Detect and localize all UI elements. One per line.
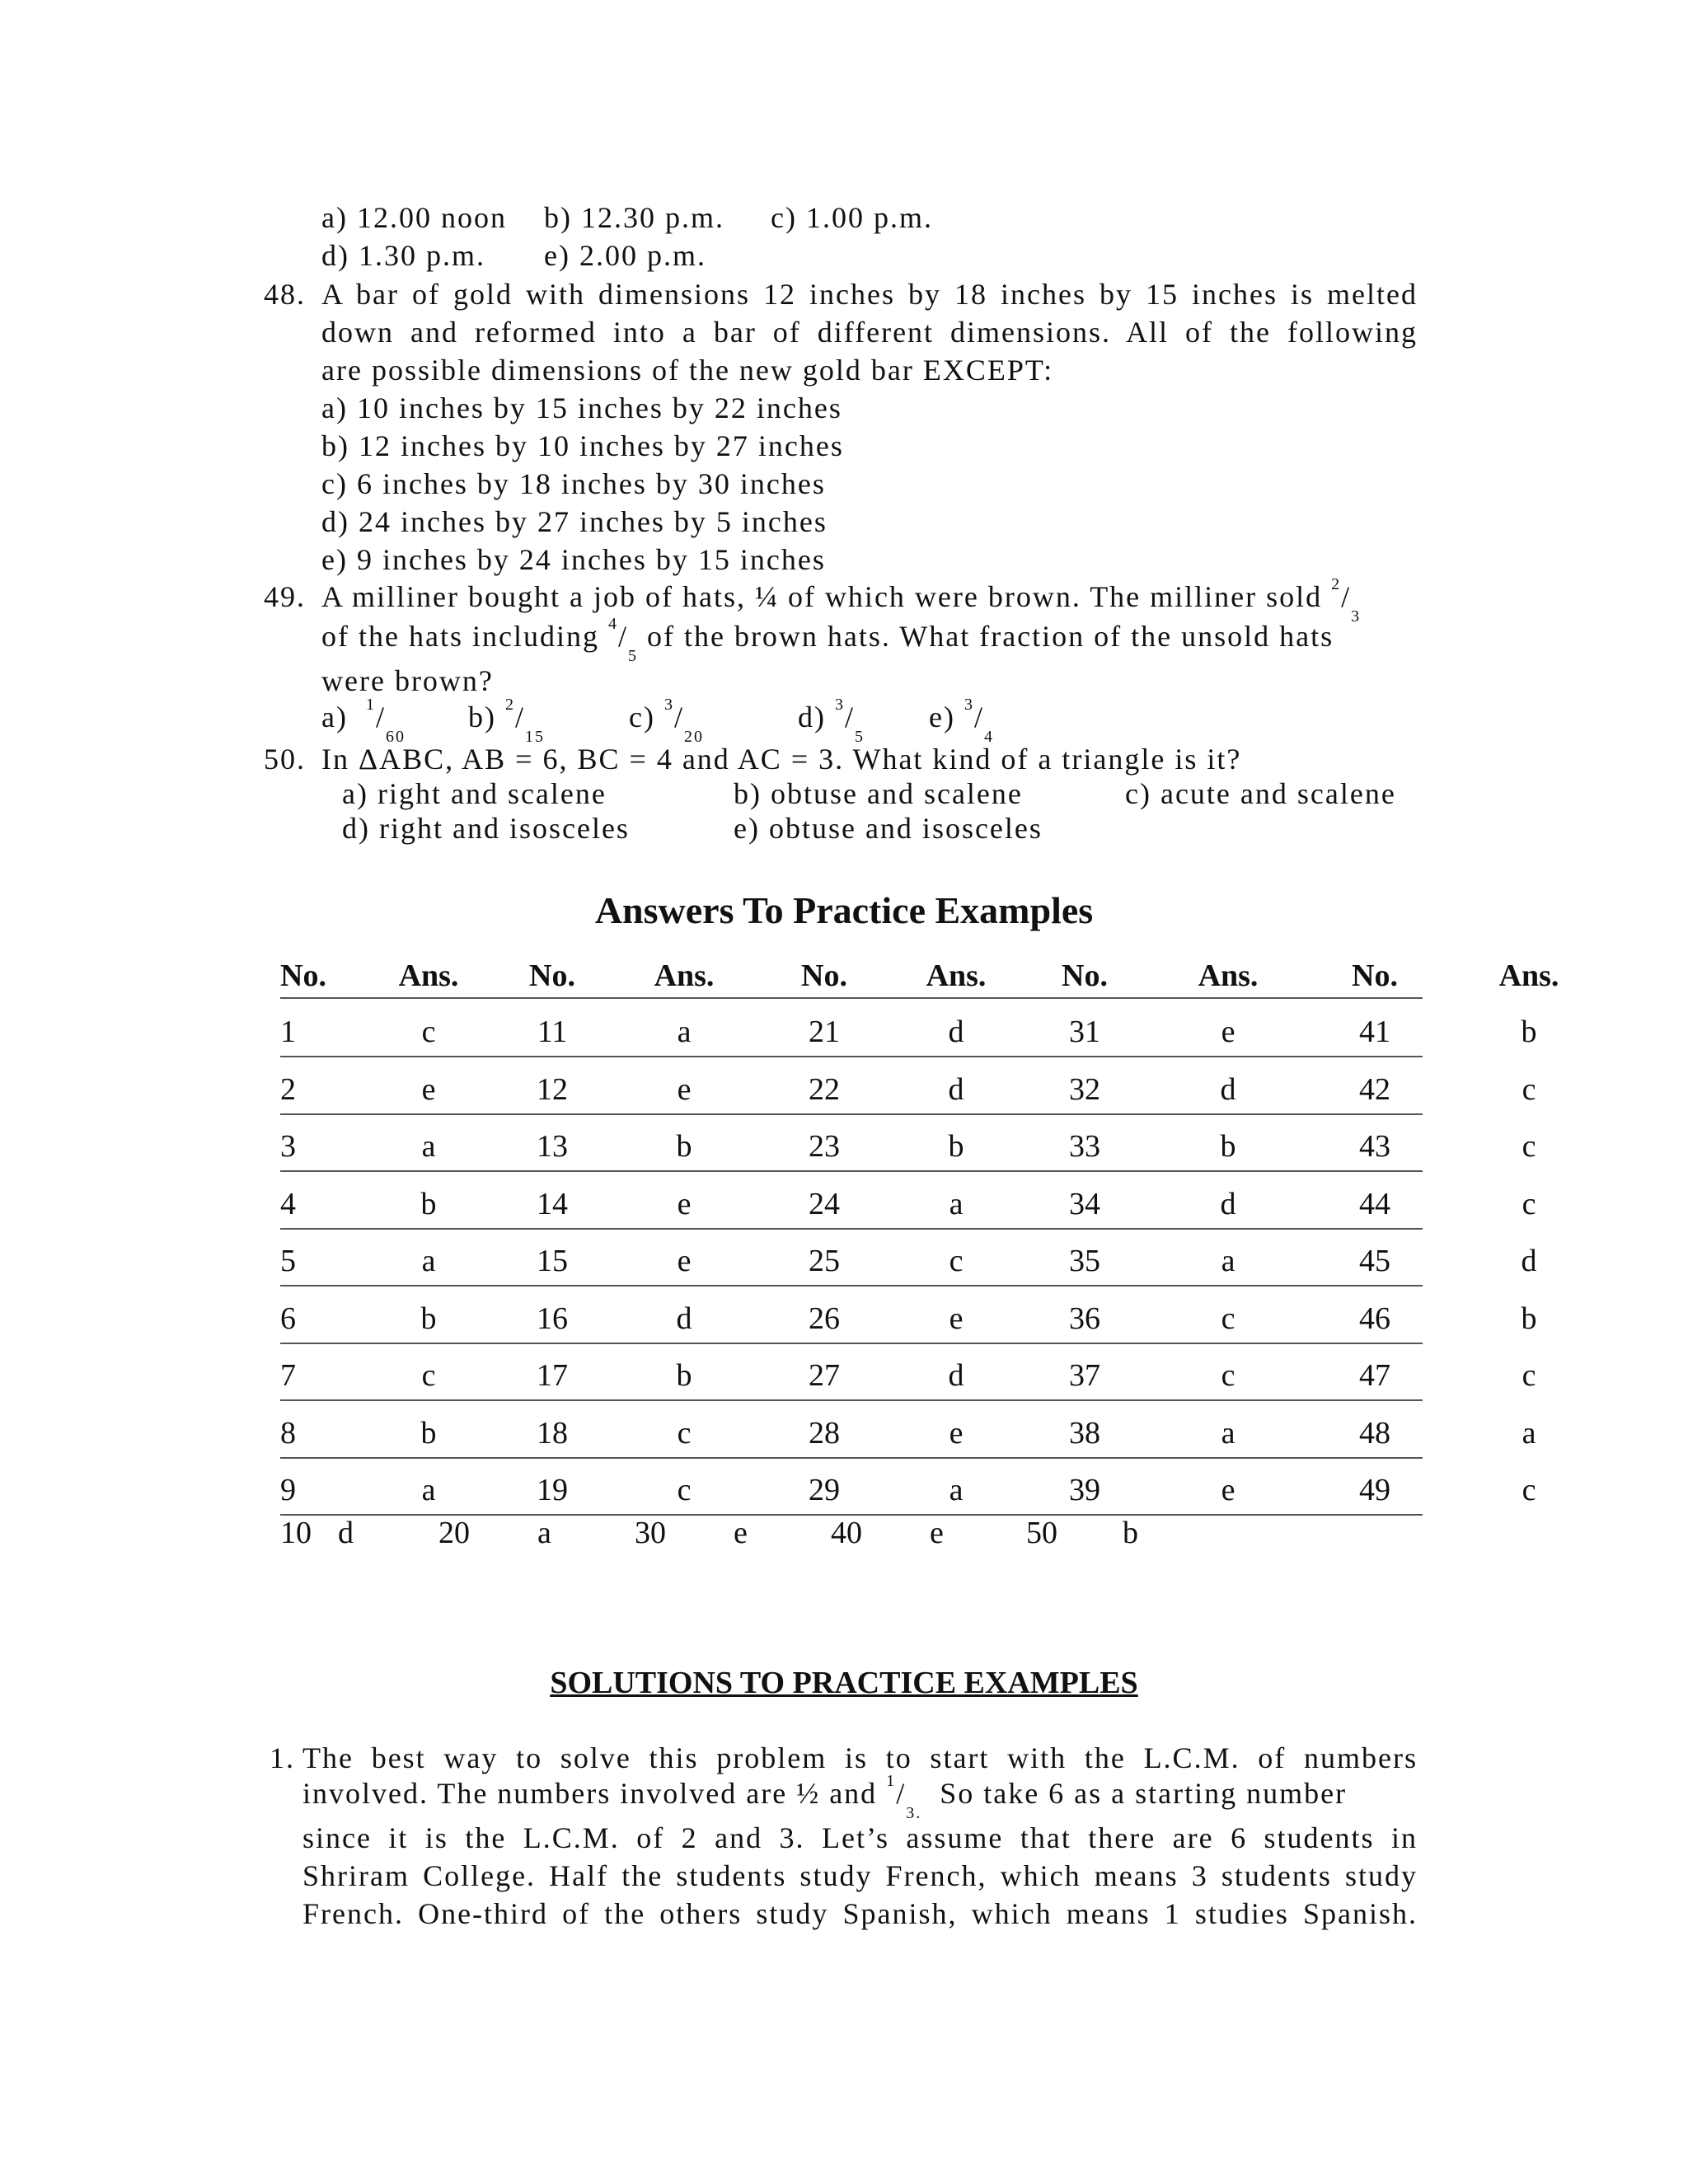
table-cell-no: 13: [537, 1129, 568, 1164]
table-cell-ans: a: [1221, 1244, 1236, 1278]
table-cell-ans: d: [1220, 1071, 1236, 1107]
table-cell-ans: e: [949, 1415, 964, 1451]
last-row-no: 10: [280, 1516, 312, 1550]
q48-option-a: a) 10 inches by 15 inches by 22 inches: [321, 391, 842, 424]
table-row-divider: [280, 1399, 1423, 1401]
table-cell-ans: c: [1522, 1358, 1536, 1393]
table-cell-no: 34: [1069, 1186, 1100, 1221]
q48-option-b: b) 12 inches by 10 inches by 27 inches: [321, 429, 844, 462]
table-row-divider: [280, 1170, 1423, 1172]
q49-line2-text-a: of the hats including: [321, 620, 599, 653]
table-cell-no: 2: [280, 1071, 296, 1107]
table-cell-ans: c: [1522, 1473, 1536, 1507]
table-cell-no: 15: [537, 1244, 568, 1278]
table-cell-no: 21: [809, 1015, 840, 1049]
table-cell-ans: a: [421, 1244, 436, 1278]
table-cell-no: 9: [280, 1473, 296, 1507]
fraction: $^4/_5$: [607, 615, 638, 666]
solution-text-line: since it is the L.C.M. of 2 and 3. Let’s assume that there are 6 students in: [302, 1821, 1418, 1854]
question-text-line: [321, 575, 1362, 626]
table-cell-no: 16: [537, 1301, 568, 1336]
last-row-ans: a: [537, 1516, 551, 1550]
header-ans: Ans.: [1498, 958, 1559, 993]
table-cell-no: 29: [809, 1473, 840, 1507]
q49-option-a: a) $^1/_{60}$: [321, 696, 406, 747]
question-text-line: A bar of gold with dimensions 12 inches by 18 inches by 15 inches is melted: [321, 278, 1418, 311]
table-cell-ans: e: [1221, 1473, 1236, 1507]
table-cell-no: 37: [1069, 1358, 1100, 1393]
table-cell-no: 5: [280, 1244, 296, 1278]
table-cell-no: 49: [1359, 1473, 1390, 1507]
question-number: 48.: [264, 278, 306, 311]
table-cell-ans: d: [948, 1071, 964, 1107]
table-cell-no: 3: [280, 1129, 296, 1164]
table-cell-no: 43: [1359, 1129, 1390, 1164]
table-cell-no: 8: [280, 1415, 296, 1451]
table-cell-ans: c: [1221, 1301, 1236, 1336]
question-number: 50.: [264, 743, 306, 776]
table-cell-no: 27: [809, 1358, 840, 1393]
question-text-line: were brown?: [321, 664, 494, 697]
table-cell-no: 41: [1359, 1015, 1390, 1049]
fraction-numerator: 1: [886, 1772, 897, 1790]
header-ans: Ans.: [654, 958, 715, 993]
table-cell-ans: c: [677, 1415, 692, 1451]
table-row-divider: [280, 1228, 1423, 1230]
table-cell-ans: d: [1220, 1186, 1236, 1221]
q47-option-a: a) 12.00 noon: [321, 201, 507, 234]
table-cell-ans: e: [677, 1071, 692, 1107]
table-cell-no: 22: [809, 1071, 840, 1107]
table-cell-no: 7: [280, 1358, 296, 1393]
q50-option-c: c) acute and scalene: [1125, 777, 1396, 810]
fraction-denominator: 5: [627, 647, 638, 666]
table-cell-no: 14: [537, 1186, 568, 1221]
table-cell-ans: a: [949, 1473, 964, 1507]
table-cell-no: 47: [1359, 1358, 1390, 1393]
table-cell-ans: a: [421, 1473, 436, 1507]
q50-option-d: d) right and isosceles: [342, 812, 630, 845]
header-no: No.: [1352, 958, 1398, 993]
table-cell-ans: e: [1221, 1015, 1236, 1049]
q48-option-c: c) 6 inches by 18 inches by 30 inches: [321, 467, 826, 500]
table-cell-no: 1: [280, 1015, 296, 1049]
table-cell-no: 28: [809, 1415, 840, 1451]
solution-text-line: French. One-third of the others study Spanish, which means 1 studies Spanish.: [302, 1897, 1418, 1930]
table-cell-no: 25: [809, 1244, 840, 1278]
table-cell-ans: d: [676, 1301, 692, 1336]
table-cell-ans: e: [949, 1301, 964, 1336]
table-row-divider: [280, 1056, 1423, 1057]
solution-text-line: Shriram College. Half the students study French, which means 3 students study: [302, 1859, 1418, 1892]
table-cell-ans: d: [1521, 1244, 1537, 1278]
table-cell-ans: c: [677, 1473, 692, 1507]
table-cell-no: 42: [1359, 1071, 1390, 1107]
table-cell-ans: b: [676, 1358, 692, 1393]
table-row-divider: [280, 1457, 1423, 1459]
last-row-ans: b: [1123, 1516, 1138, 1550]
table-cell-no: 39: [1069, 1473, 1100, 1507]
table-cell-no: 18: [537, 1415, 568, 1451]
table-cell-ans: e: [677, 1186, 692, 1221]
last-row-ans: d: [338, 1516, 354, 1550]
q47-option-e: e) 2.00 p.m.: [544, 239, 706, 272]
solutions-title: SOLUTIONS TO PRACTICE EXAMPLES: [550, 1666, 1138, 1700]
q49-line1-text: A milliner bought a job of hats, ¼ of which were brown. The milliner sold: [321, 580, 1323, 613]
table-cell-ans: d: [948, 1015, 964, 1049]
last-row-no: 50: [1026, 1516, 1057, 1550]
table-cell-ans: c: [1522, 1129, 1536, 1164]
fraction-denominator: 3.: [906, 1804, 922, 1823]
table-cell-ans: c: [1522, 1071, 1536, 1107]
table-row-divider: [280, 1285, 1423, 1286]
q48-option-d: d) 24 inches by 27 inches by 5 inches: [321, 505, 828, 538]
q47-option-b: b) 12.30 p.m.: [544, 201, 724, 234]
q49-line2-text-b: of the brown hats. What fraction of the unsold hats: [646, 620, 1334, 653]
question-text-line: are possible dimensions of the new gold bar EXCEPT:: [321, 354, 1054, 387]
header-no: No.: [280, 958, 326, 993]
table-cell-ans: b: [420, 1415, 437, 1451]
table-cell-no: 23: [809, 1129, 840, 1164]
fraction: $^1/_{3.}$: [886, 1772, 922, 1823]
table-cell-no: 24: [809, 1186, 840, 1221]
q48-option-e: e) 9 inches by 24 inches by 15 inches: [321, 543, 826, 576]
table-cell-no: 31: [1069, 1015, 1100, 1049]
header-ans: Ans.: [926, 958, 987, 993]
header-ans: Ans.: [398, 958, 459, 993]
table-cell-ans: c: [421, 1358, 436, 1393]
table-row-divider: [280, 1343, 1423, 1344]
table-cell-no: 26: [809, 1301, 840, 1336]
q49-option-c: c) $^3/_{20}$: [629, 696, 704, 747]
table-cell-ans: d: [948, 1358, 964, 1393]
fraction: $^2/_3$: [1331, 575, 1362, 626]
table-cell-no: 33: [1069, 1129, 1100, 1164]
table-cell-no: 45: [1359, 1244, 1390, 1278]
last-row-ans: e: [734, 1516, 748, 1550]
table-cell-ans: b: [948, 1129, 964, 1164]
table-cell-ans: b: [1521, 1015, 1537, 1049]
header-no: No.: [529, 958, 575, 993]
table-cell-ans: a: [949, 1186, 964, 1221]
table-cell-no: 6: [280, 1301, 296, 1336]
table-cell-ans: b: [1220, 1129, 1236, 1164]
header-ans: Ans.: [1198, 958, 1259, 993]
table-cell-no: 46: [1359, 1301, 1390, 1336]
table-cell-no: 19: [537, 1473, 568, 1507]
table-cell-ans: b: [676, 1129, 692, 1164]
last-row-no: 30: [635, 1516, 666, 1550]
q47-option-d: d) 1.30 p.m.: [321, 239, 485, 272]
table-cell-ans: c: [1522, 1186, 1536, 1221]
table-cell-no: 4: [280, 1186, 296, 1221]
solution-text-line: [302, 1772, 1348, 1823]
table-cell-ans: b: [420, 1186, 437, 1221]
table-cell-no: 48: [1359, 1415, 1390, 1451]
solution-line2-text-b: So take 6 as a starting number: [940, 1777, 1348, 1810]
table-row-divider: [280, 1113, 1423, 1115]
table-cell-no: 44: [1359, 1186, 1390, 1221]
header-no: No.: [1062, 958, 1108, 993]
fraction-denominator: 3: [1351, 607, 1362, 626]
answers-title: Answers To Practice Examples: [594, 889, 1094, 931]
table-cell-no: 32: [1069, 1071, 1100, 1107]
fraction-numerator: 4: [607, 615, 618, 633]
table-cell-no: 11: [537, 1015, 568, 1049]
q50-option-a: a) right and scalene: [342, 777, 607, 810]
table-cell-ans: e: [677, 1244, 692, 1278]
table-cell-ans: c: [421, 1015, 436, 1049]
q49-option-b: b) $^2/_{15}$: [468, 696, 546, 747]
q50-option-b: b) obtuse and scalene: [734, 777, 1023, 810]
table-cell-ans: a: [421, 1129, 436, 1164]
table-cell-ans: c: [949, 1244, 964, 1278]
table-cell-no: 35: [1069, 1244, 1100, 1278]
header-no: No.: [801, 958, 847, 993]
table-cell-ans: e: [421, 1071, 436, 1107]
question-text-line: In ΔABC, AB = 6, BC = 4 and AC = 3. What kind of a triangle is it?: [321, 743, 1242, 776]
solution-line2-text-a: involved. The numbers involved are ½ and: [302, 1777, 878, 1810]
fraction-numerator: 2: [1331, 575, 1342, 593]
question-text-line: [321, 615, 1334, 666]
table-cell-ans: a: [1522, 1415, 1536, 1451]
last-row-ans: e: [930, 1516, 944, 1550]
q50-option-e: e) obtuse and isosceles: [734, 812, 1043, 845]
table-cell-ans: b: [420, 1301, 437, 1336]
last-row-no: 20: [438, 1516, 470, 1550]
q49-option-d: d) $^3/_5$: [798, 696, 865, 747]
table-cell-no: 36: [1069, 1301, 1100, 1336]
table-row-divider: [280, 997, 1423, 999]
table-cell-ans: a: [677, 1015, 692, 1049]
q47-option-c: c) 1.00 p.m.: [771, 201, 933, 234]
table-cell-ans: c: [1221, 1358, 1236, 1393]
table-cell-ans: b: [1521, 1301, 1537, 1336]
table-cell-no: 38: [1069, 1415, 1100, 1451]
question-text-line: down and reformed into a bar of different dimensions. All of the following: [321, 316, 1418, 349]
table-cell-no: 17: [537, 1358, 568, 1393]
table-cell-no: 12: [537, 1071, 568, 1107]
q49-option-e: e) $^3/_4$: [929, 696, 994, 747]
table-cell-ans: a: [1221, 1415, 1236, 1451]
solution-text-line: The best way to solve this problem is to start with the L.C.M. of numbers: [302, 1741, 1418, 1774]
question-number: 49.: [264, 580, 306, 613]
last-row-no: 40: [831, 1516, 862, 1550]
solution-number: 1.: [270, 1741, 295, 1774]
